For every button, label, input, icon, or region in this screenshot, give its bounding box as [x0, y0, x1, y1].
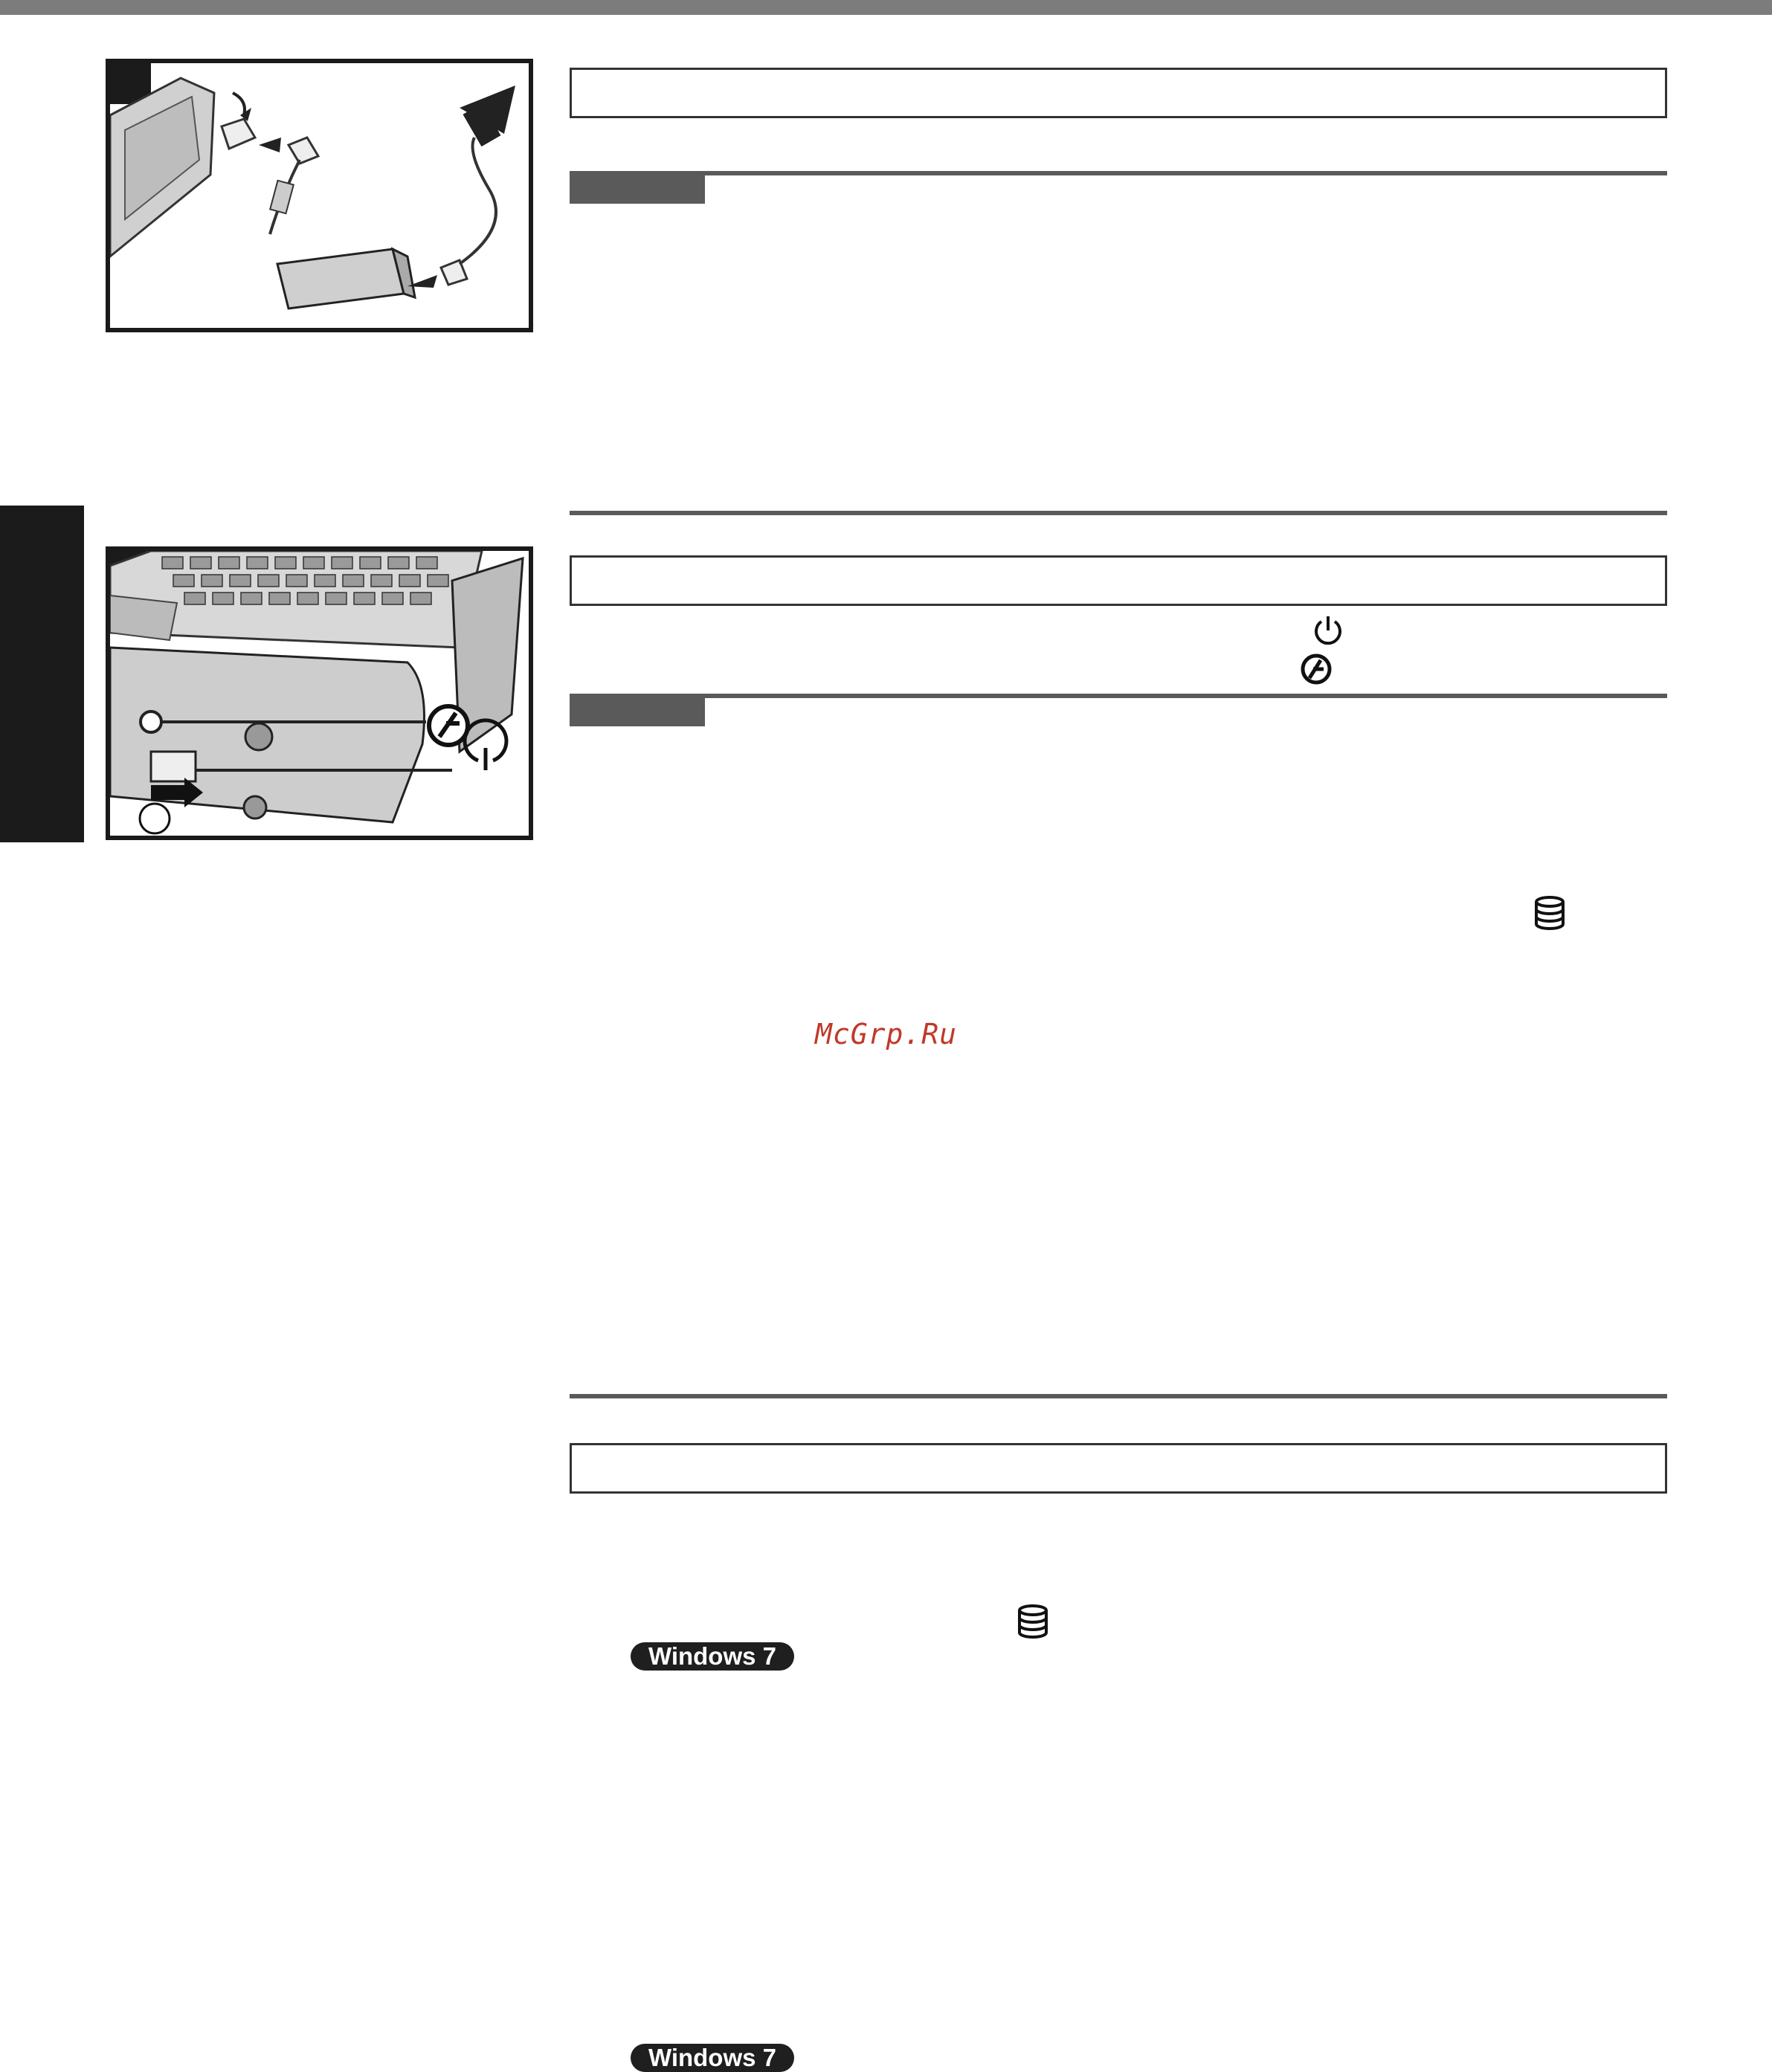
section-side-tab: [0, 506, 84, 842]
caution-tab-2: [570, 698, 705, 726]
figure-power-switch: [106, 546, 533, 840]
windows-7-badge-2: Windows 7: [631, 2044, 794, 2072]
caution-rule-1: [570, 171, 1667, 175]
power-icon: [1312, 614, 1344, 647]
watermark: McGrp.Ru: [815, 1018, 958, 1050]
ac-power-indicator-icon: [1300, 653, 1333, 685]
ac-adaptor-illustration: [110, 63, 529, 328]
windows-7-badge-1: Windows 7: [631, 1642, 794, 1671]
section-divider-1: [570, 511, 1667, 515]
step-2-box: [570, 555, 1667, 606]
caution-tab-1: [570, 175, 705, 204]
top-band: [0, 0, 1772, 15]
step-1-box: [570, 68, 1667, 118]
figure-ac-adaptor: [106, 59, 533, 332]
section-divider-2: [570, 1394, 1667, 1398]
drive-indicator-icon-step3: [1017, 1604, 1049, 1640]
drive-indicator-icon: [1533, 896, 1566, 932]
caution-rule-2: [570, 694, 1667, 698]
power-switch-illustration: [110, 551, 529, 836]
step-3-box: [570, 1443, 1667, 1494]
